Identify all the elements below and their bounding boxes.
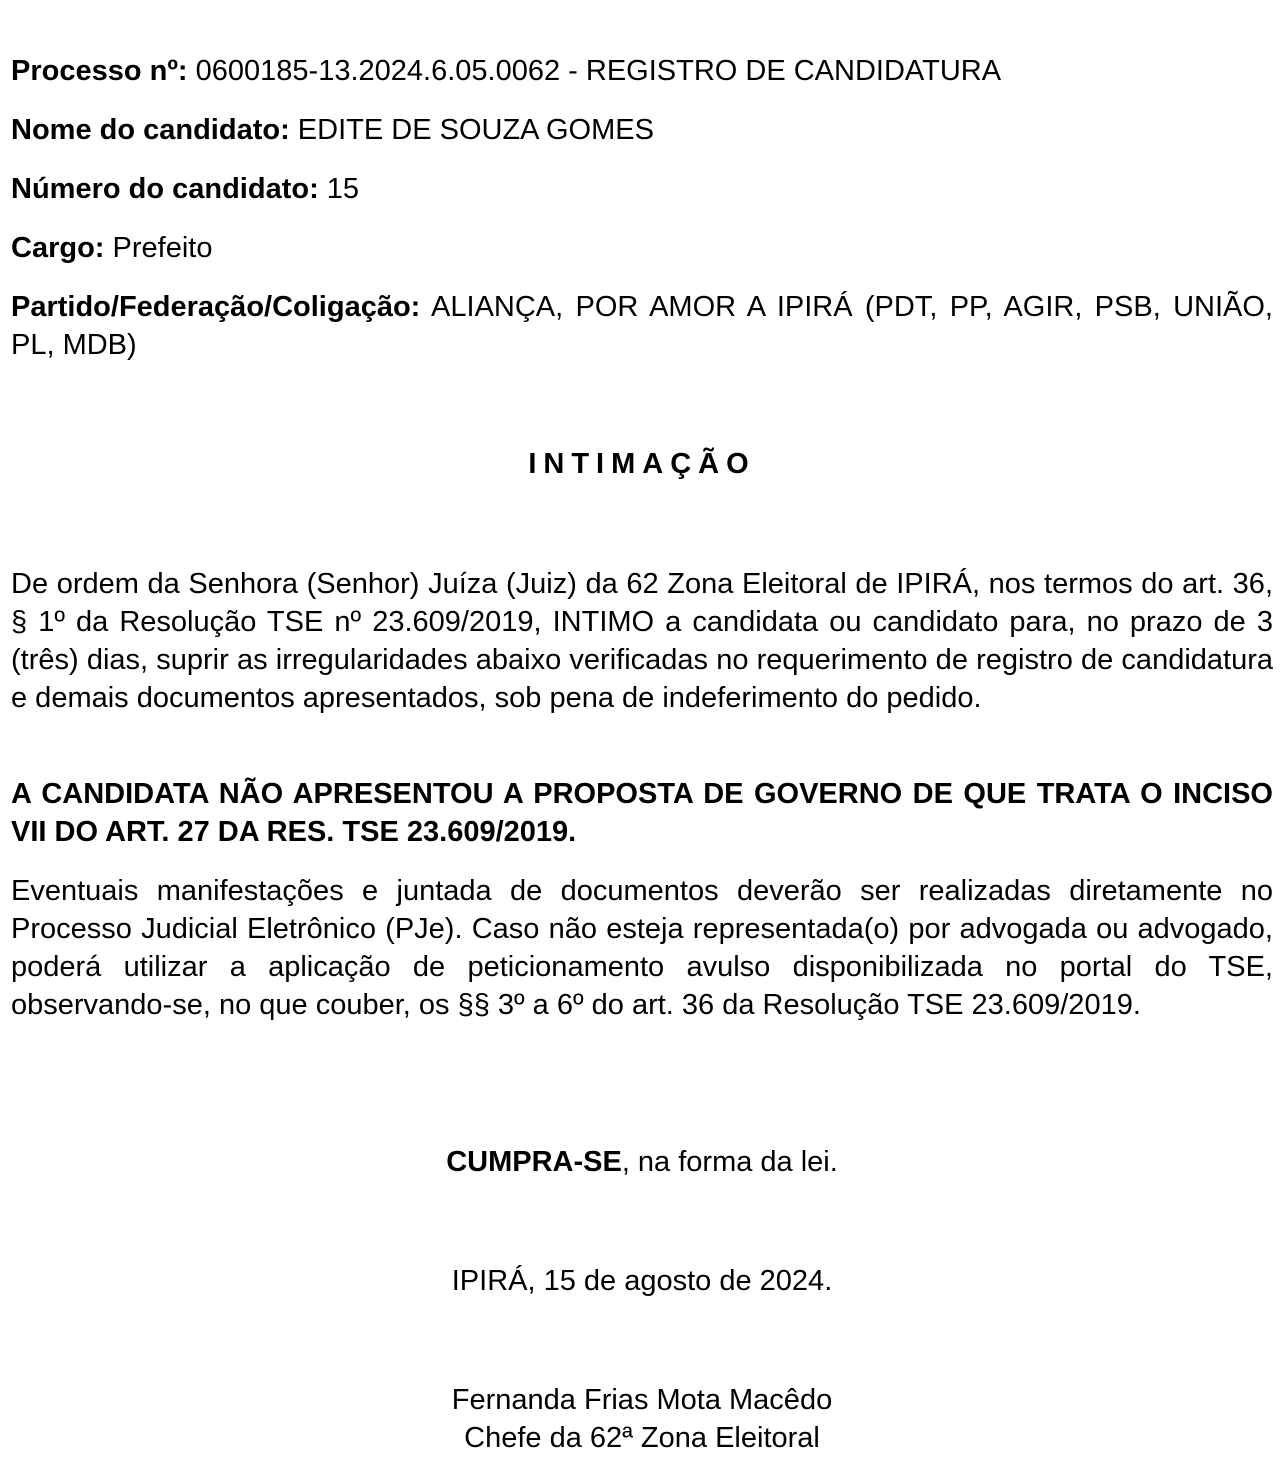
cargo-value: Prefeito <box>112 232 213 264</box>
cargo-label: Cargo: <box>11 232 105 264</box>
processo-value: 0600185-13.2024.6.05.0062 - REGISTRO DE CANDIDATURA <box>195 55 1002 87</box>
numero-line <box>11 170 1273 208</box>
numero-value: 15 <box>326 173 360 205</box>
irregularity-paragraph: A CANDIDATA NÃO APRESENTOU A PROPOSTA DE GOVERNO DE QUE TRATA O INCISO VII DO ART. 27 DA RES. TSE 23.609/2019. <box>11 778 1273 848</box>
place-date: IPIRÁ, 15 de agosto de 2024. <box>451 1265 833 1297</box>
signer-name: Fernanda Frias Mota Macêdo <box>451 1384 833 1416</box>
numero-label: Número do candidato: <box>11 173 319 205</box>
instructions-paragraph: Eventuais manifestações e juntada de documentos deverão ser realizadas diretamente no Processo Judicial Eletrônico (PJe). Caso não esteja representada(o) por advogada ou advogado, poderá utilizar a aplicação de peticionamento avulso disponibilizada no portal do TSE, observando-se, no que couber, os §§ 3º a 6º do art. 36 da Resolução TSE 23.609/2019. <box>11 875 1273 1021</box>
partido-value: ALIANÇA, POR AMOR A IPIRÁ (PDT, PP, AGIR, PSB, UNIÃO, PL, MDB) <box>11 291 1273 361</box>
nome-line <box>11 111 1273 149</box>
cargo-line <box>11 229 1273 267</box>
partido-line <box>11 288 1273 364</box>
cumpra-se-bold: CUMPRA-SE <box>446 1146 622 1178</box>
cumpra-se-rest: , na forma da lei. <box>621 1146 838 1178</box>
document-title: INTIMAÇÃO <box>528 448 756 480</box>
nome-label: Nome do candidato: <box>11 114 290 146</box>
nome-value: EDITE DE SOUZA GOMES <box>297 114 654 146</box>
processo-line <box>11 52 1273 90</box>
intimacao-paragraph: De ordem da Senhora (Senhor) Juíza (Juiz) da 62 Zona Eleitoral de IPIRÁ, nos termos do art. 36, § 1º da Resolução TSE nº 23.609/2019, INTIMO a candidata ou candidato para, no prazo de 3 (três) dias, suprir as irregularidades abaixo verificadas no requerimento de registro de candidatura e demais documentos apresentados, sob pena de indeferimento do pedido. <box>11 568 1273 714</box>
processo-label: Processo nº: <box>11 55 188 87</box>
cumpra-se-line <box>0 1143 1284 1181</box>
partido-label: Partido/Federação/Coligação: <box>11 291 421 323</box>
signer-role: Chefe da 62ª Zona Eleitoral <box>464 1422 820 1454</box>
